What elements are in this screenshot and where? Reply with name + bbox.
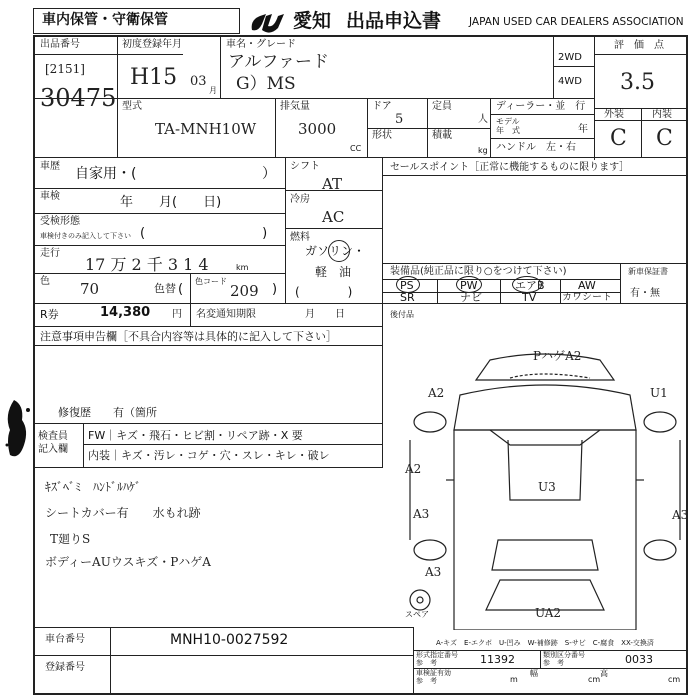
ac-label: 冷房: [290, 194, 310, 205]
load-unit: kg: [478, 146, 488, 155]
history-label: 車歴: [40, 161, 60, 172]
fuel-other: ( ): [295, 285, 353, 299]
equip-ps: PS: [400, 279, 414, 292]
fuel-gasoline: ガソリン・: [305, 244, 366, 258]
cert-value: 11392: [480, 653, 515, 666]
doors-value: 5: [395, 112, 404, 127]
model-label: 型式: [122, 101, 142, 112]
new-warranty-value: 有・無: [630, 288, 660, 299]
notes-label: 注意事項申告欄［不具合内容等は具体的に記入して下さい］: [40, 330, 337, 343]
lot-label: 出品番号: [40, 39, 80, 50]
reg-era: H15: [130, 65, 178, 90]
interior-label: 内装: [652, 109, 672, 120]
new-warranty-label: 新車保証書: [628, 267, 668, 276]
diag-label-u3: U3: [538, 480, 556, 494]
ac-value: AC: [322, 208, 345, 226]
width-unit: cm: [588, 675, 601, 684]
color-label: 色: [40, 276, 50, 287]
year-unit: 年: [578, 124, 588, 135]
dealer-label: ディーラー・並 行: [496, 101, 586, 112]
color-paren-close: ): [272, 282, 278, 297]
equip-ps-circle: [396, 276, 420, 293]
inspector-label: 検査員 記入欄: [38, 431, 68, 455]
class-value: 0033: [625, 653, 653, 666]
shaken-label: 車検: [40, 191, 60, 202]
doors-label: ドア: [372, 101, 392, 112]
name-notice-label: 名変通知期限: [196, 309, 256, 320]
history-value: 自家用・(: [75, 166, 137, 182]
disp-label: 排気量: [280, 101, 310, 112]
storage-label: 車内保管・守衛保管: [42, 12, 168, 28]
fuel-label: 燃料: [290, 232, 310, 243]
equip-airbag: エアB: [515, 279, 545, 292]
capacity-unit: 人: [478, 114, 488, 125]
shift-label: シフト: [290, 161, 320, 172]
height-unit: cm: [668, 675, 681, 684]
note-line-3: T廻りS: [50, 532, 91, 546]
equip-leather: カワシート: [562, 292, 612, 303]
grade: G）MS: [236, 74, 296, 94]
note-line-1: ｷｽﾞﾍﾞﾐ ﾊﾝﾄﾞﾙﾊｹﾞ: [45, 480, 142, 494]
lot-sub: [2151]: [45, 62, 85, 76]
exterior-label: 外装: [604, 109, 624, 120]
recycle-value: 14,380: [100, 305, 151, 320]
diag-label-ua2: UA2: [535, 606, 562, 620]
recycle-yen: 円: [172, 309, 182, 320]
mileage-unit: km: [236, 263, 249, 272]
transfer-note: 車検付きのみ記入して下さい: [40, 232, 131, 240]
diag-label-u1: U1: [650, 386, 668, 400]
equip-tv: TV: [522, 291, 537, 304]
load-label: 積載: [432, 130, 452, 141]
class-label: 類別区分番号 参 考: [543, 651, 585, 667]
capacity-label: 定員: [432, 101, 452, 112]
reg-month: 03: [190, 74, 207, 89]
disp-unit: CC: [350, 144, 362, 153]
shift-value: AT: [322, 175, 343, 193]
color-code-label: 色コード: [195, 277, 227, 286]
height-label: 高: [600, 669, 608, 678]
equip-navi: ナビ: [460, 291, 482, 304]
color-change-label: 色替: [154, 282, 176, 295]
name-label: 車名・グレード: [226, 39, 296, 50]
car-name: アルファード: [228, 52, 329, 72]
color-paren-open: (: [178, 282, 184, 297]
transfer-paren: ( ): [140, 226, 268, 241]
note-line-4: ボディーAUウスキズ・PハゲA: [45, 555, 211, 569]
doc-title: 出品申込書: [346, 10, 442, 32]
fuel-diesel: 軽 油: [315, 265, 352, 279]
fuel-circle: [328, 240, 350, 262]
diag-label-a3-left: A3: [413, 507, 430, 521]
color-code-value: 209: [230, 282, 259, 300]
chassis-number: MNH10-0027592: [170, 632, 289, 648]
reg-month-unit: 月: [209, 86, 217, 95]
mileage-value: 17 万 2 千 3 1 4: [85, 255, 209, 274]
transfer-label: 受検形態: [40, 216, 80, 227]
drive-4wd: 4WD: [558, 76, 582, 87]
exterior-grade: C: [610, 126, 627, 151]
diag-label-a3-right: A3: [672, 508, 689, 522]
interior-row: 内装｜キズ・汚レ・コゲ・穴・スレ・キレ・破レ: [88, 449, 330, 462]
equip-airbag-circle: [512, 276, 542, 293]
org-name: 愛知: [293, 10, 332, 32]
model-year-label: モデル 年 式: [496, 117, 520, 135]
postfit-label: 後付品: [390, 310, 414, 319]
cert-label: 形式指定番号 参 考: [416, 651, 458, 667]
diag-label-a3-low: A3: [425, 565, 442, 579]
association-name: JAPAN USED CAR DEALERS ASSOCIATION: [469, 16, 684, 28]
repair-label: 修復歴 有（箇所: [58, 406, 157, 419]
width-label: 幅: [530, 669, 538, 678]
interior-grade: C: [656, 126, 673, 151]
diag-label-a2-left: A2: [428, 386, 445, 400]
mileage-label: 走行: [40, 248, 60, 259]
history-close: ）: [262, 166, 276, 182]
sales-point-label: セールスポイント［正常に機能するものに限ります］: [390, 162, 630, 173]
lot-number: 30475: [40, 84, 117, 112]
score-value: 3.5: [620, 70, 655, 95]
shape-label: 形状: [372, 130, 392, 141]
equip-pw: PW: [460, 279, 478, 292]
scan-smudge: [4, 395, 32, 465]
drive-2wd: 2WD: [558, 52, 582, 63]
size-label: 車検証有効 参 考: [416, 669, 451, 685]
score-label: 評 価 点: [614, 40, 664, 51]
diag-label-a2-top: PハゲA2: [533, 349, 582, 363]
diag-label-spare: スペア: [405, 610, 429, 619]
equip-label: 装備品(純正品に限り○をつけて下さい): [390, 266, 567, 277]
disp-value: 3000: [298, 120, 337, 138]
equip-pw-circle: [456, 276, 482, 293]
color-value: 70: [80, 280, 100, 298]
name-notice-date: 月 日: [305, 309, 345, 320]
equip-aw: AW: [578, 279, 596, 292]
recycle-label: R券: [40, 308, 59, 321]
model-value: TA-MNH10W: [155, 120, 257, 138]
equip-sr: SR: [400, 291, 415, 304]
fw-row: FW｜キズ・飛石・ヒビ割・リペア跡・X 要: [88, 429, 303, 442]
handle-label: ハンドル 左・右: [496, 142, 576, 153]
reg-label: 初度登録年月: [122, 39, 182, 50]
note-line-2: シートカバー有 水もれ跡: [45, 506, 201, 520]
shaken-value: 年 月( 日): [120, 195, 222, 210]
ju-logo: [248, 10, 294, 34]
length-unit: m: [510, 675, 518, 684]
chassis-label: 車台番号: [45, 634, 85, 645]
damage-legend: A-キズ E-エクボ U-凹み W-補修跡 S-サビ C-腐食 XX-交換済: [436, 639, 654, 647]
reg-number-label: 登録番号: [45, 662, 85, 673]
diag-label-a2-mid: A2: [405, 462, 422, 476]
